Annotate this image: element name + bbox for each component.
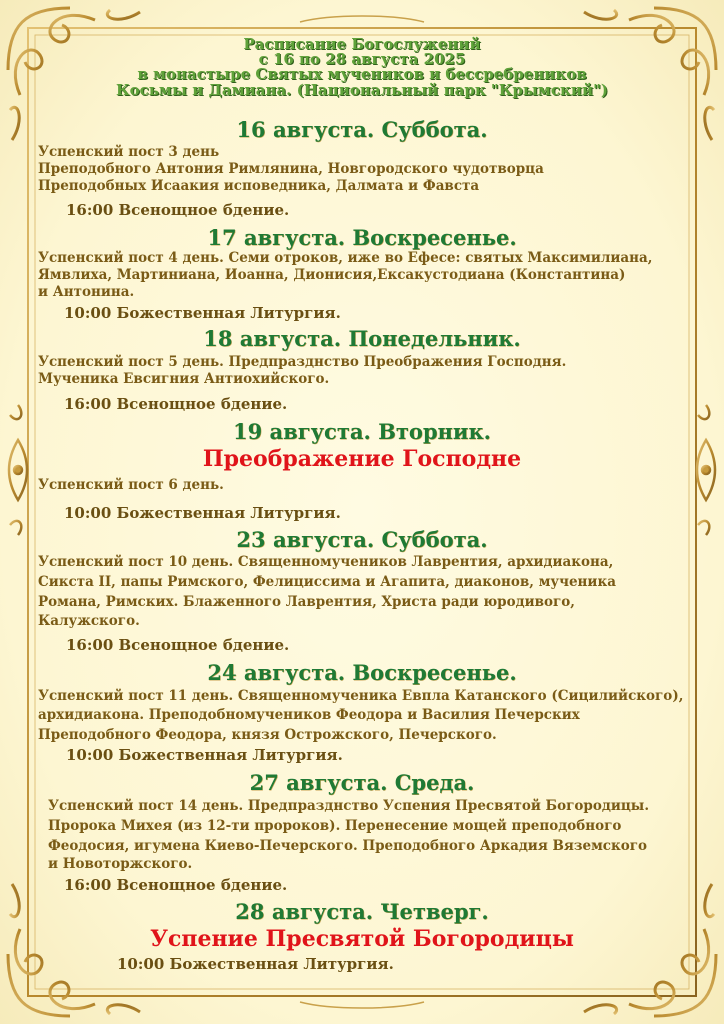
day-desc-line: Успенский пост 10 день. Священномучеников Лаврентия, архидиакона, xyxy=(38,554,614,570)
day-desc-line: Феодосия, игумена Киево-Печерского. Преподобного Аркадия Вяземского xyxy=(48,838,648,854)
day-desc-line: и Новоторжского. xyxy=(48,856,193,872)
day-desc-line: Успенский пост 11 день. Священномученика Евпла Катанского (Сицилийского), xyxy=(38,688,684,704)
day-service: 16:00 Всенощное бдение. xyxy=(66,636,290,654)
day-desc-line: Романа, Римских. Блаженного Лаврентия, Христа ради юродивого, xyxy=(38,594,575,610)
day-date: 27 августа. Среда. xyxy=(249,770,475,795)
day-desc-line: Ямвлиха, Мартиниана, Иоанна, Дионисия,Ексакустодиана (Константина) xyxy=(38,267,626,283)
day-date: 16 августа. Суббота. xyxy=(236,117,488,142)
day-desc-line: Преподобного Феодора, князя Острожского, Печерского. xyxy=(38,727,497,743)
day-service: 16:00 Всенощное бдение. xyxy=(66,201,290,219)
day-date: 24 августа. Воскресенье. xyxy=(207,660,517,685)
day-desc-line: и Антонина. xyxy=(38,284,135,300)
day-date: 28 августа. Четверг. xyxy=(235,899,489,924)
header-title: Расписание Богослужений xyxy=(243,35,481,53)
day-service: 10:00 Божественная Литургия. xyxy=(66,746,343,764)
day-desc-line: архидиакона. Преподобномучеников Феодора и Василия Печерских xyxy=(38,707,580,723)
day-service: 10:00 Божественная Литургия. xyxy=(64,504,341,522)
day-desc-line: Преподобных Исаакия исповедника, Далмата и Фавста xyxy=(38,178,480,194)
day-desc-line: Успенский пост 14 день. Предпразднство Успения Пресвятой Богородицы. xyxy=(48,798,650,814)
day-service: 16:00 Всенощное бдение. xyxy=(64,876,288,894)
day-desc-line: Успенский пост 4 день. Семи отроков, иже во Ефесе: святых Максимилиана, xyxy=(38,250,653,266)
day-desc-line: Сикста II, папы Римского, Фелициссима и Агапита, диаконов, мученика xyxy=(38,574,616,590)
header-location: Косьмы и Дамиана. (Национальный парк "Крымский") xyxy=(115,81,609,99)
header-monastery: в монастыре Святых мучеников и бессребреников xyxy=(137,65,587,83)
day-date: 18 августа. Понедельник. xyxy=(203,326,521,351)
day-service: 16:00 Всенощное бдение. xyxy=(64,395,288,413)
day-desc-line: Мученика Евсигния Антиохийского. xyxy=(38,371,330,387)
day-desc-line: Пророка Михея (из 12-ти пророков). Перенесение мощей преподобного xyxy=(48,818,622,834)
header-dates: с 16 по 28 августа 2025 xyxy=(258,50,466,68)
day-desc-line: Калужского. xyxy=(38,613,140,629)
day-service: 10:00 Божественная Литургия. xyxy=(64,304,341,322)
feast-title: Преображение Господне xyxy=(202,446,522,472)
day-desc-line: Преподобного Антония Римлянина, Новгородского чудотворца xyxy=(38,161,544,177)
day-date: 19 августа. Вторник. xyxy=(233,419,491,444)
feast-title: Успение Пресвятой Богородицы xyxy=(150,926,574,952)
day-desc-line: Успенский пост 5 день. Предпразднство Преображения Господня. xyxy=(38,354,567,370)
day-desc-line: Успенский пост 3 день xyxy=(38,144,220,160)
day-desc-line: Успенский пост 6 день. xyxy=(38,477,224,493)
day-date: 17 августа. Воскресенье. xyxy=(207,225,517,250)
day-service: 10:00 Божественная Литургия. xyxy=(117,955,394,973)
day-date: 23 августа. Суббота. xyxy=(236,527,488,552)
